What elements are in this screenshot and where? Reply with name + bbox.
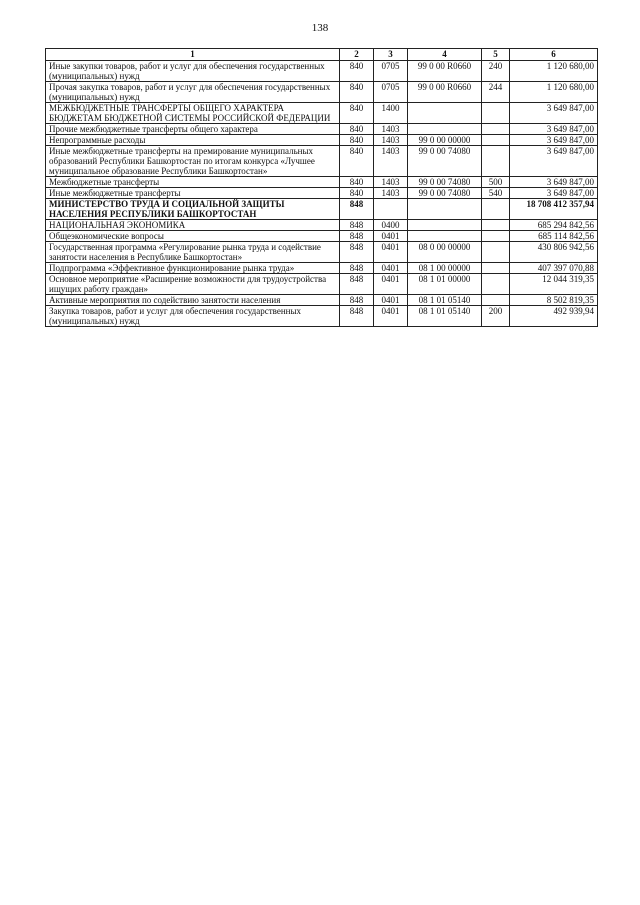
row-target-cell: 08 1 00 00000 <box>408 263 482 274</box>
row-name-cell: Непрограммные расходы <box>46 135 340 146</box>
row-type-cell <box>482 199 510 220</box>
row-section-cell: 0401 <box>374 306 408 327</box>
column-header: 5 <box>482 49 510 61</box>
column-header: 6 <box>510 49 598 61</box>
table-row <box>46 177 598 188</box>
row-target-cell: 08 1 01 00000 <box>408 274 482 295</box>
row-section-cell: 0705 <box>374 61 408 82</box>
row-target-cell: 99 0 00 00000 <box>408 135 482 146</box>
row-amount-cell: 685 294 842,56 <box>510 220 598 231</box>
row-target-cell: 08 1 01 05140 <box>408 306 482 327</box>
row-amount-cell: 3 649 847,00 <box>510 124 598 135</box>
row-code-cell: 840 <box>340 103 374 124</box>
table-row <box>46 295 598 306</box>
row-target-cell: 08 0 00 00000 <box>408 242 482 263</box>
row-amount-cell: 430 806 942,56 <box>510 242 598 263</box>
row-name-cell: Прочая закупка товаров, работ и услуг для обеспечения государственных (муниципальных) нужд <box>46 82 340 103</box>
row-section-cell: 1403 <box>374 177 408 188</box>
row-name-cell: МИНИСТЕРСТВО ТРУДА И СОЦИАЛЬНОЙ ЗАЩИТЫ НАСЕЛЕНИЯ РЕСПУБЛИКИ БАШКОРТОСТАН <box>46 199 340 220</box>
row-code-cell: 840 <box>340 177 374 188</box>
row-section-cell: 0401 <box>374 274 408 295</box>
row-section-cell: 0401 <box>374 231 408 242</box>
row-name-cell: Иные межбюджетные трансферты <box>46 188 340 199</box>
row-target-cell: 99 0 00 R0660 <box>408 61 482 82</box>
row-target-cell <box>408 103 482 124</box>
row-section-cell: 0401 <box>374 263 408 274</box>
row-name-cell: МЕЖБЮДЖЕТНЫЕ ТРАНСФЕРТЫ ОБЩЕГО ХАРАКТЕРА БЮДЖЕТАМ БЮДЖЕТНОЙ СИСТЕМЫ РОССИЙСКОЙ ФЕДЕРАЦИИ <box>46 103 340 124</box>
row-target-cell <box>408 231 482 242</box>
row-code-cell: 848 <box>340 274 374 295</box>
row-code-cell: 848 <box>340 242 374 263</box>
table-row <box>46 82 598 103</box>
row-amount-cell: 12 044 319,35 <box>510 274 598 295</box>
row-name-cell: Активные мероприятия по содействию занятости населения <box>46 295 340 306</box>
column-header: 4 <box>408 49 482 61</box>
table-row <box>46 188 598 199</box>
row-code-cell: 840 <box>340 146 374 177</box>
row-name-cell: Закупка товаров, работ и услуг для обеспечения государственных (муниципальных) нужд <box>46 306 340 327</box>
row-amount-cell: 407 397 070,88 <box>510 263 598 274</box>
row-name-cell: Подпрограмма «Эффективное функционирование рынка труда» <box>46 263 340 274</box>
row-amount-cell: 685 114 842,56 <box>510 231 598 242</box>
row-name-cell: Общеэкономические вопросы <box>46 231 340 242</box>
row-code-cell: 840 <box>340 82 374 103</box>
row-type-cell <box>482 274 510 295</box>
table-row <box>46 231 598 242</box>
row-amount-cell: 1 120 680,00 <box>510 82 598 103</box>
row-code-cell: 840 <box>340 124 374 135</box>
row-code-cell: 848 <box>340 306 374 327</box>
row-target-cell <box>408 124 482 135</box>
row-type-cell <box>482 124 510 135</box>
row-code-cell: 848 <box>340 263 374 274</box>
row-type-cell <box>482 242 510 263</box>
table-row <box>46 103 598 124</box>
row-amount-cell: 18 708 412 357,94 <box>510 199 598 220</box>
row-type-cell: 500 <box>482 177 510 188</box>
budget-table <box>45 48 598 327</box>
table-row <box>46 199 598 220</box>
table-row <box>46 135 598 146</box>
row-target-cell <box>408 220 482 231</box>
column-header: 2 <box>340 49 374 61</box>
row-amount-cell: 1 120 680,00 <box>510 61 598 82</box>
column-header: 1 <box>46 49 340 61</box>
row-target-cell: 08 1 01 05140 <box>408 295 482 306</box>
row-section-cell: 0401 <box>374 295 408 306</box>
row-section-cell: 1400 <box>374 103 408 124</box>
row-amount-cell: 492 939,94 <box>510 306 598 327</box>
row-name-cell: НАЦИОНАЛЬНАЯ ЭКОНОМИКА <box>46 220 340 231</box>
row-target-cell: 99 0 00 74080 <box>408 146 482 177</box>
row-section-cell: 0400 <box>374 220 408 231</box>
page-number: 138 <box>311 22 329 34</box>
row-type-cell <box>482 220 510 231</box>
row-code-cell: 840 <box>340 61 374 82</box>
table-row <box>46 146 598 177</box>
row-amount-cell: 3 649 847,00 <box>510 103 598 124</box>
row-type-cell: 240 <box>482 61 510 82</box>
row-type-cell: 540 <box>482 188 510 199</box>
row-section-cell: 1403 <box>374 124 408 135</box>
row-target-cell: 99 0 00 74080 <box>408 177 482 188</box>
row-section-cell: 1403 <box>374 146 408 177</box>
row-amount-cell: 3 649 847,00 <box>510 177 598 188</box>
row-type-cell <box>482 295 510 306</box>
row-amount-cell: 3 649 847,00 <box>510 188 598 199</box>
header-row <box>46 49 598 61</box>
row-target-cell: 99 0 00 R0660 <box>408 82 482 103</box>
row-type-cell <box>482 263 510 274</box>
row-type-cell <box>482 231 510 242</box>
column-header: 3 <box>374 49 408 61</box>
table-row <box>46 61 598 82</box>
row-name-cell: Государственная программа «Регулирование рынка труда и содействие занятости населения в Республике Башкортостан» <box>46 242 340 263</box>
table-row <box>46 263 598 274</box>
row-code-cell: 840 <box>340 188 374 199</box>
table-row <box>46 220 598 231</box>
row-type-cell: 200 <box>482 306 510 327</box>
row-name-cell: Иные закупки товаров, работ и услуг для обеспечения государственных (муниципальных) нужд <box>46 61 340 82</box>
row-code-cell: 848 <box>340 220 374 231</box>
row-section-cell: 0705 <box>374 82 408 103</box>
row-code-cell: 848 <box>340 199 374 220</box>
row-target-cell <box>408 199 482 220</box>
table-row <box>46 242 598 263</box>
table-row <box>46 124 598 135</box>
row-code-cell: 848 <box>340 295 374 306</box>
row-type-cell <box>482 146 510 177</box>
row-amount-cell: 3 649 847,00 <box>510 146 598 177</box>
row-code-cell: 848 <box>340 231 374 242</box>
table-row <box>46 274 598 295</box>
row-name-cell: Прочие межбюджетные трансферты общего характера <box>46 124 340 135</box>
row-amount-cell: 8 502 819,35 <box>510 295 598 306</box>
row-section-cell: 1403 <box>374 188 408 199</box>
row-section-cell <box>374 199 408 220</box>
row-section-cell: 0401 <box>374 242 408 263</box>
table-row <box>46 306 598 327</box>
row-code-cell: 840 <box>340 135 374 146</box>
row-section-cell: 1403 <box>374 135 408 146</box>
row-type-cell: 244 <box>482 82 510 103</box>
row-name-cell: Межбюджетные трансферты <box>46 177 340 188</box>
row-target-cell: 99 0 00 74080 <box>408 188 482 199</box>
row-name-cell: Основное мероприятие «Расширение возможности для трудоустройства ищущих работу граждан» <box>46 274 340 295</box>
row-type-cell <box>482 103 510 124</box>
row-type-cell <box>482 135 510 146</box>
row-name-cell: Иные межбюджетные трансферты на премирование муниципальных образований Республики Башкортостан по итогам конкурса «Лучшее муниципальное образование Республики Башкортостан» <box>46 146 340 177</box>
row-amount-cell: 3 649 847,00 <box>510 135 598 146</box>
